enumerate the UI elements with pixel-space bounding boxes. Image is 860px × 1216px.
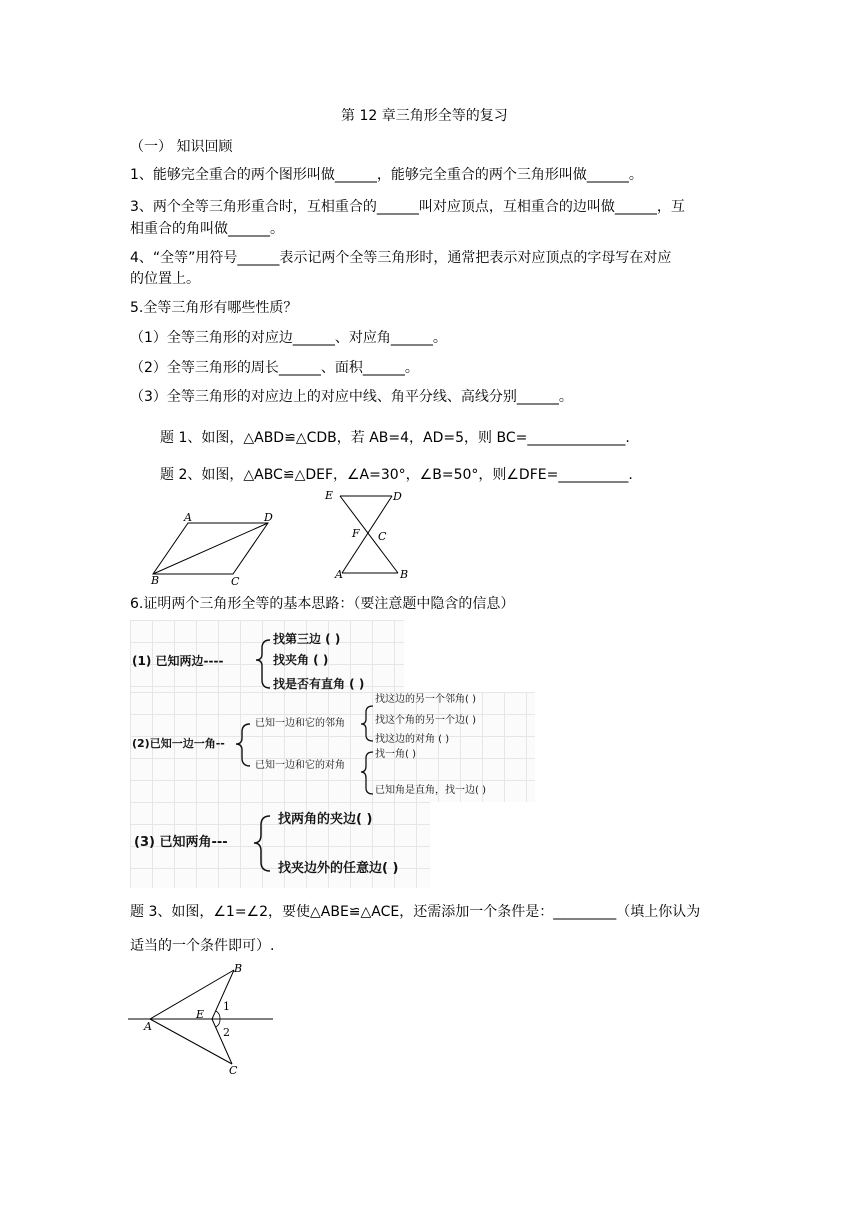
angle-bisector-figure: [128, 958, 278, 1076]
label-A: A: [144, 1020, 152, 1033]
diagram2-sub-3: 找这边的对角 ( ): [375, 734, 450, 745]
label-A: A: [184, 511, 192, 524]
question-6: 6.证明两个三角形全等的基本思路：（要注意题中隐含的信息）: [130, 596, 515, 612]
diagram2-sub-1: 找这边的另一个邻角( ): [375, 694, 476, 705]
page-title: 第 12 章三角形全等的复习: [341, 108, 508, 124]
label-B: B: [234, 962, 243, 975]
diagram2-mid-1: 已知一边和它的邻角: [255, 718, 345, 729]
question-4-line1: 4、“全等”用符号______表示记两个全等三角形时，通常把表示对应顶点的字母写在对应: [130, 250, 672, 266]
diagram2-mid-2: 已知一边和它的对角: [255, 760, 345, 771]
diagram2-sub-4: 找一角( ): [375, 749, 416, 760]
problem-2: 题 2、如图，△ABC≌△DEF，∠A=30°，∠B=50°，则∠DFE=__________.: [160, 467, 633, 483]
label-E: E: [196, 1008, 205, 1021]
side-angle-diagram: [130, 692, 535, 802]
question-3-line1: 3、两个全等三角形重合时，互相重合的______叫对应顶点，互相重合的边叫做______，互: [130, 199, 685, 215]
diagram1-branch-3: 找是否有直角 ( ): [273, 677, 365, 691]
label-D: D: [393, 490, 402, 503]
diagram2-sub-5: 已知角是直角，找一边( ): [375, 785, 486, 796]
diagram1-root: (1) 已知两边----: [132, 654, 224, 668]
section-heading: （一） 知识回顾: [130, 139, 233, 155]
crossing-triangles-figure: [322, 490, 412, 582]
diagram1-branch-1: 找第三边 ( ): [273, 632, 341, 646]
diagram2-root: (2)已知一边一角--: [132, 737, 225, 750]
label-A: A: [335, 568, 343, 581]
question-5-2: （2）全等三角形的周长______、面积______。: [130, 360, 419, 376]
label-C: C: [231, 575, 240, 588]
question-4-line2: 的位置上。: [130, 271, 200, 287]
diagram3-branch-1: 找两角的夹边( ): [278, 812, 373, 827]
two-angles-diagram: [130, 802, 430, 888]
diagram2-sub-2: 找这个角的另一个边( ): [375, 715, 476, 726]
question-5: 5.全等三角形有哪些性质？: [130, 300, 298, 316]
question-5-3: （3）全等三角形的对应边上的对应中线、角平分线、高线分别______。: [130, 389, 573, 405]
label-B: B: [151, 574, 160, 587]
label-D: D: [264, 511, 273, 524]
problem-3-line2: 适当的一个条件即可）.: [130, 938, 275, 954]
question-5-1: （1）全等三角形的对应边______、对应角______。: [130, 330, 447, 346]
label-C: C: [229, 1064, 238, 1076]
parallelogram-figure: [148, 508, 278, 588]
label-B: B: [400, 568, 409, 581]
diagram3-root: (3) 已知两角---: [134, 835, 228, 850]
question-1: 1、能够完全重合的两个图形叫做______，能够完全重合的两个三角形叫做______。: [130, 167, 643, 183]
diagram1-branch-2: 找夹角 ( ): [273, 653, 329, 667]
two-sides-diagram: [130, 620, 404, 692]
label-C: C: [378, 530, 387, 543]
angle-1-label: 1: [223, 1000, 230, 1013]
problem-1: 题 1、如图，△ABD≌△CDB，若 AB=4，AD=5，则 BC=______________.: [160, 430, 630, 446]
question-3-line2: 相重合的角叫做______。: [130, 221, 284, 237]
problem-3-line1: 题 3、如图，∠1=∠2，要使△ABE≌△ACE，还需添加一个条件是：_________（填上你认为: [130, 904, 701, 920]
diagram3-branch-2: 找夹边外的任意边( ): [278, 861, 399, 876]
label-E: E: [325, 490, 334, 502]
label-F: F: [352, 527, 360, 540]
angle-2-label: 2: [223, 1026, 230, 1039]
